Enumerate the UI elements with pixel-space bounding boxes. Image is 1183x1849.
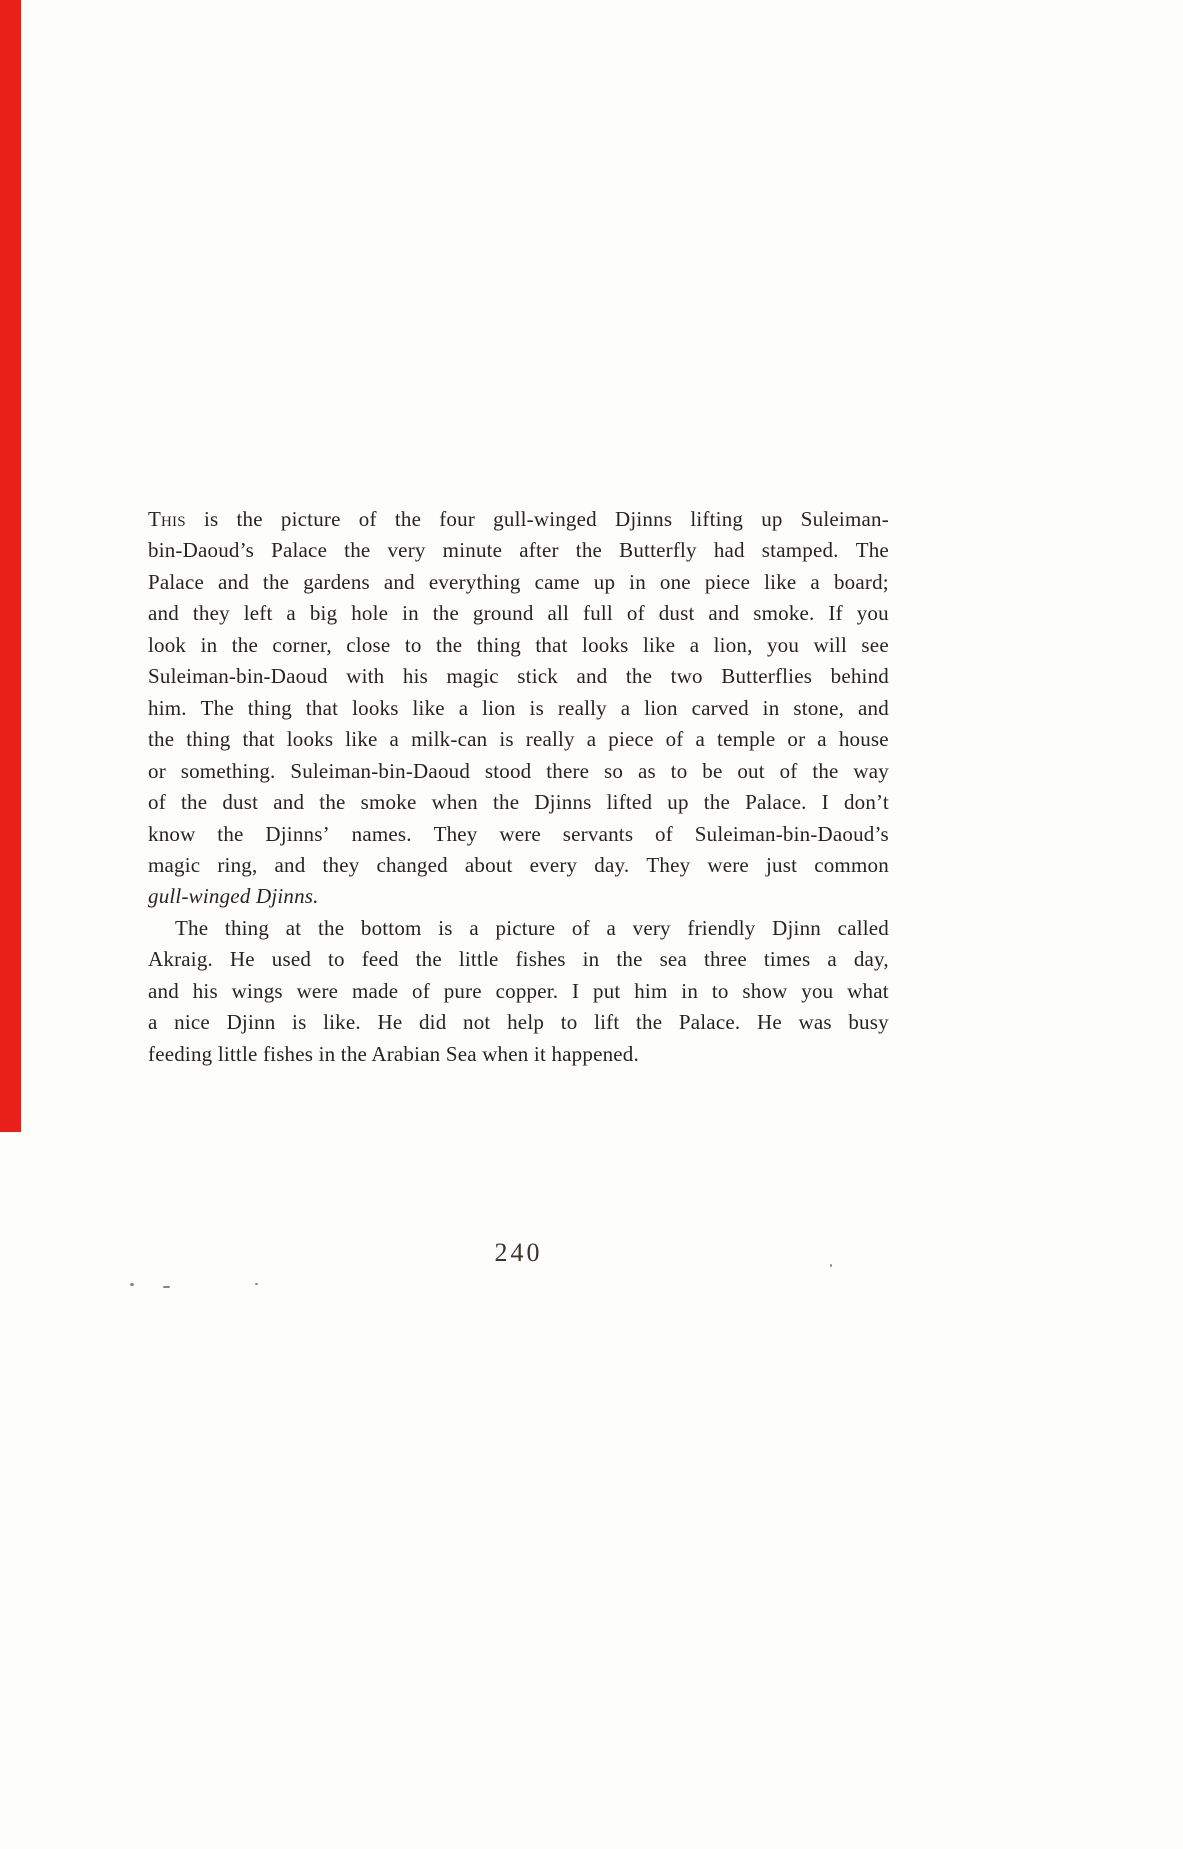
word: one — [659, 569, 691, 594]
word: the — [812, 758, 839, 783]
word: Djinn — [226, 1010, 276, 1035]
word: smoke. — [753, 601, 815, 626]
word: hole — [351, 601, 389, 626]
word: changed — [376, 852, 448, 877]
word: thing — [476, 632, 521, 657]
word: thing — [186, 727, 231, 752]
word: his — [192, 978, 218, 1003]
word: to — [670, 758, 688, 783]
word: and — [274, 852, 306, 877]
word: after — [519, 538, 559, 563]
word: lift — [594, 1010, 620, 1035]
word: Akraig. — [148, 947, 213, 972]
word: and — [218, 569, 249, 594]
scan-red-edge-strip — [0, 0, 21, 1132]
word: They — [646, 852, 691, 877]
word: thing — [224, 915, 270, 940]
word: way — [853, 758, 889, 783]
word: looks — [286, 727, 334, 752]
word: the — [492, 790, 520, 815]
text-line — [148, 1007, 889, 1038]
word: carved — [691, 695, 749, 720]
word: a — [286, 601, 296, 626]
scan-speckle — [163, 1286, 170, 1288]
word: and — [273, 790, 305, 815]
word: lion — [482, 695, 516, 720]
word: dust — [658, 601, 695, 626]
text-line — [148, 724, 889, 755]
word: is — [438, 915, 453, 940]
text-line — [148, 535, 889, 566]
word: the — [262, 569, 290, 594]
word: don’t — [843, 790, 889, 815]
text-line — [148, 661, 889, 692]
text-line — [148, 504, 889, 535]
text-line — [148, 944, 889, 975]
word: stick — [517, 664, 558, 689]
word: him. — [148, 695, 187, 720]
paragraph-2 — [148, 913, 889, 1070]
word: the — [231, 632, 258, 657]
word: servants — [562, 821, 634, 846]
word: a — [689, 632, 700, 657]
word: The — [855, 538, 889, 563]
word: a — [606, 915, 616, 940]
word: He — [756, 1010, 782, 1035]
word: you — [766, 632, 800, 657]
word: there — [546, 758, 590, 783]
word: something. — [180, 758, 276, 783]
scan-speckle — [830, 1264, 832, 1267]
word: not — [463, 1010, 491, 1035]
word: Palace — [148, 569, 204, 594]
word: the — [217, 821, 244, 846]
word: were — [499, 821, 541, 846]
word: of — [779, 758, 798, 783]
word: like — [764, 569, 797, 594]
word: copper. — [495, 978, 559, 1003]
word: show — [742, 978, 788, 1003]
word: see — [861, 632, 889, 657]
word: Djinns’ — [265, 821, 330, 846]
word: up — [667, 790, 689, 815]
word: dust — [222, 790, 259, 815]
word: everything — [428, 569, 521, 594]
word: bottom — [360, 915, 422, 940]
word: to — [328, 947, 345, 972]
word: Butterflies — [721, 664, 813, 689]
word: friendly — [687, 915, 756, 940]
word: three — [703, 947, 747, 972]
word: in — [681, 978, 699, 1003]
word: stone, — [793, 695, 845, 720]
word: will — [813, 632, 847, 657]
word: so — [604, 758, 624, 783]
word: a — [458, 695, 469, 720]
word: Suleiman-bin-Daoud’s — [694, 821, 889, 846]
word: feed — [361, 947, 399, 972]
word: If — [828, 601, 843, 626]
word: of — [571, 915, 590, 940]
story-text-block — [148, 504, 889, 1070]
word: at — [285, 915, 302, 940]
word: to — [404, 632, 422, 657]
word: like — [412, 695, 445, 720]
word: piece — [608, 727, 654, 752]
word: They — [433, 821, 478, 846]
word: Suleiman- — [800, 507, 889, 531]
text-line — [148, 787, 889, 818]
word: He — [229, 947, 255, 972]
word: look — [148, 632, 187, 657]
word: is — [499, 727, 514, 752]
word: lifted — [606, 790, 653, 815]
word: the — [703, 790, 731, 815]
word: really — [557, 695, 607, 720]
word: that — [535, 632, 568, 657]
word: the — [319, 790, 346, 815]
word: corner, — [272, 632, 332, 657]
word: minute — [442, 538, 503, 563]
word: left — [243, 601, 273, 626]
word: that — [305, 695, 339, 720]
word: the — [575, 538, 603, 563]
word: the — [394, 507, 422, 531]
word: you — [856, 601, 889, 626]
word: like — [642, 632, 676, 657]
word: all — [547, 601, 570, 626]
word: in — [762, 695, 780, 720]
word: wings — [231, 978, 283, 1003]
word: like — [345, 727, 378, 752]
word: I — [821, 790, 829, 815]
word: did — [418, 1010, 447, 1035]
word: a — [827, 947, 837, 972]
word: Butterfly — [619, 538, 697, 563]
word: common — [814, 852, 889, 877]
word: the — [181, 790, 208, 815]
word: fishes — [515, 947, 566, 972]
word: up — [593, 569, 616, 594]
word: a — [810, 569, 820, 594]
word: and — [148, 978, 179, 1003]
word: stamped. — [761, 538, 839, 563]
word: pure — [443, 978, 482, 1003]
word: really — [525, 727, 575, 752]
word: gull-winged — [493, 507, 597, 531]
word: was — [798, 1010, 832, 1035]
word: He — [377, 1010, 403, 1035]
word: looks — [352, 695, 399, 720]
word: house — [838, 727, 889, 752]
word: the — [415, 947, 442, 972]
word: like. — [323, 1010, 361, 1035]
word: day, — [853, 947, 889, 972]
word: piece — [704, 569, 751, 594]
word: in — [582, 947, 600, 972]
word: milk-can — [411, 727, 488, 752]
word: the — [635, 1010, 663, 1035]
word: lion — [644, 695, 678, 720]
text-line — [148, 567, 889, 598]
word: very — [632, 915, 671, 940]
word: smoke — [360, 790, 417, 815]
paragraph-1 — [148, 504, 889, 913]
word: as — [637, 758, 656, 783]
word: thing — [247, 695, 292, 720]
word: out — [737, 758, 765, 783]
word: very — [387, 538, 426, 563]
text-line — [148, 819, 889, 850]
word: names. — [351, 821, 412, 846]
word: to — [711, 978, 729, 1003]
word: is — [529, 695, 544, 720]
word: the — [148, 727, 175, 752]
word: help — [507, 1010, 545, 1035]
text-line — [148, 598, 889, 629]
word: just — [766, 852, 798, 877]
word: the — [436, 632, 463, 657]
text-line — [148, 630, 889, 661]
word: every — [529, 852, 578, 877]
text-line: gull-winged Djinns. — [148, 884, 319, 909]
word: Djinn — [772, 915, 821, 940]
word: a — [148, 1010, 158, 1035]
word: is — [203, 507, 219, 531]
word: the — [616, 947, 643, 972]
word: stood — [484, 758, 532, 783]
word: they — [192, 601, 230, 626]
word: what — [847, 978, 889, 1003]
text-line — [148, 913, 889, 944]
scan-speckle — [130, 1283, 134, 1286]
word: Djinns — [615, 507, 673, 531]
word: his — [402, 664, 428, 689]
word: nice — [174, 1010, 210, 1035]
word: with — [346, 664, 385, 689]
word: the — [236, 507, 263, 531]
word: sea — [659, 947, 687, 972]
word: lion, — [713, 632, 753, 657]
word: be — [702, 758, 723, 783]
word: when — [431, 790, 478, 815]
word: board; — [833, 569, 889, 594]
word: or — [787, 727, 806, 752]
word: they — [322, 852, 360, 877]
word: day. — [594, 852, 630, 877]
word: about — [464, 852, 513, 877]
page-number: 240 — [494, 1238, 543, 1267]
word: gardens — [303, 569, 370, 594]
word: of — [655, 821, 673, 846]
word: of — [148, 790, 166, 815]
word: This — [148, 507, 186, 531]
word: ring, — [217, 852, 258, 877]
word: and — [576, 664, 608, 689]
word: Palace. — [678, 1010, 741, 1035]
word: a — [469, 915, 479, 940]
word: a — [695, 727, 706, 752]
word: in — [200, 632, 218, 657]
word: The — [175, 915, 209, 940]
word: were — [707, 852, 749, 877]
word: put — [593, 978, 621, 1003]
text-line: feeding little fishes in the Arabian Sea when it happened. — [148, 1041, 639, 1066]
word: Suleiman-bin-Daoud — [148, 664, 328, 689]
word: The — [200, 695, 234, 720]
word: a — [389, 727, 400, 752]
word: you — [801, 978, 834, 1003]
word: behind — [830, 664, 889, 689]
word: Suleiman-bin-Daoud — [290, 758, 471, 783]
word: magic — [148, 852, 201, 877]
word: bin-Daoud’s — [148, 538, 255, 563]
word: is — [292, 1010, 307, 1035]
word: called — [837, 915, 889, 940]
word: that — [242, 727, 275, 752]
text-line — [148, 976, 889, 1007]
word: made — [351, 978, 399, 1003]
word: and — [858, 695, 889, 720]
word: or — [148, 758, 166, 783]
text-line — [148, 693, 889, 724]
word: a — [620, 695, 631, 720]
word: close — [346, 632, 391, 657]
word: the — [432, 601, 459, 626]
word: a — [817, 727, 827, 752]
word: picture — [495, 915, 556, 940]
word: little — [458, 947, 499, 972]
word: full — [583, 601, 613, 626]
word: lifting — [690, 507, 744, 531]
word: and — [708, 601, 740, 626]
word: of — [412, 978, 430, 1003]
word: of — [358, 507, 377, 531]
word: and — [148, 601, 179, 626]
word: a — [586, 727, 597, 752]
word: of — [626, 601, 645, 626]
word: picture — [280, 507, 341, 531]
word: to — [560, 1010, 578, 1035]
word: up — [761, 507, 783, 531]
word: Palace. — [745, 790, 807, 815]
word: temple — [717, 727, 776, 752]
text-line — [148, 756, 889, 787]
word: had — [713, 538, 745, 563]
word: the — [625, 664, 653, 689]
word: him — [634, 978, 668, 1003]
word: big — [309, 601, 338, 626]
word: magic — [446, 664, 499, 689]
word: four — [439, 507, 476, 531]
word: two — [670, 664, 703, 689]
scan-speckle — [255, 1283, 258, 1285]
word: looks — [582, 632, 629, 657]
word: times — [763, 947, 811, 972]
word: in — [402, 601, 419, 626]
text-line — [148, 850, 889, 881]
word: used — [271, 947, 312, 972]
word: the — [344, 538, 371, 563]
word: Djinns — [534, 790, 592, 815]
word: of — [665, 727, 684, 752]
word: the — [317, 915, 345, 940]
word: came — [534, 569, 580, 594]
word: ground — [472, 601, 534, 626]
word: Palace — [271, 538, 328, 563]
word: busy — [848, 1010, 889, 1035]
word: in — [629, 569, 646, 594]
word: and — [383, 569, 415, 594]
word: I — [572, 978, 580, 1003]
word: know — [148, 821, 196, 846]
word: were — [296, 978, 339, 1003]
